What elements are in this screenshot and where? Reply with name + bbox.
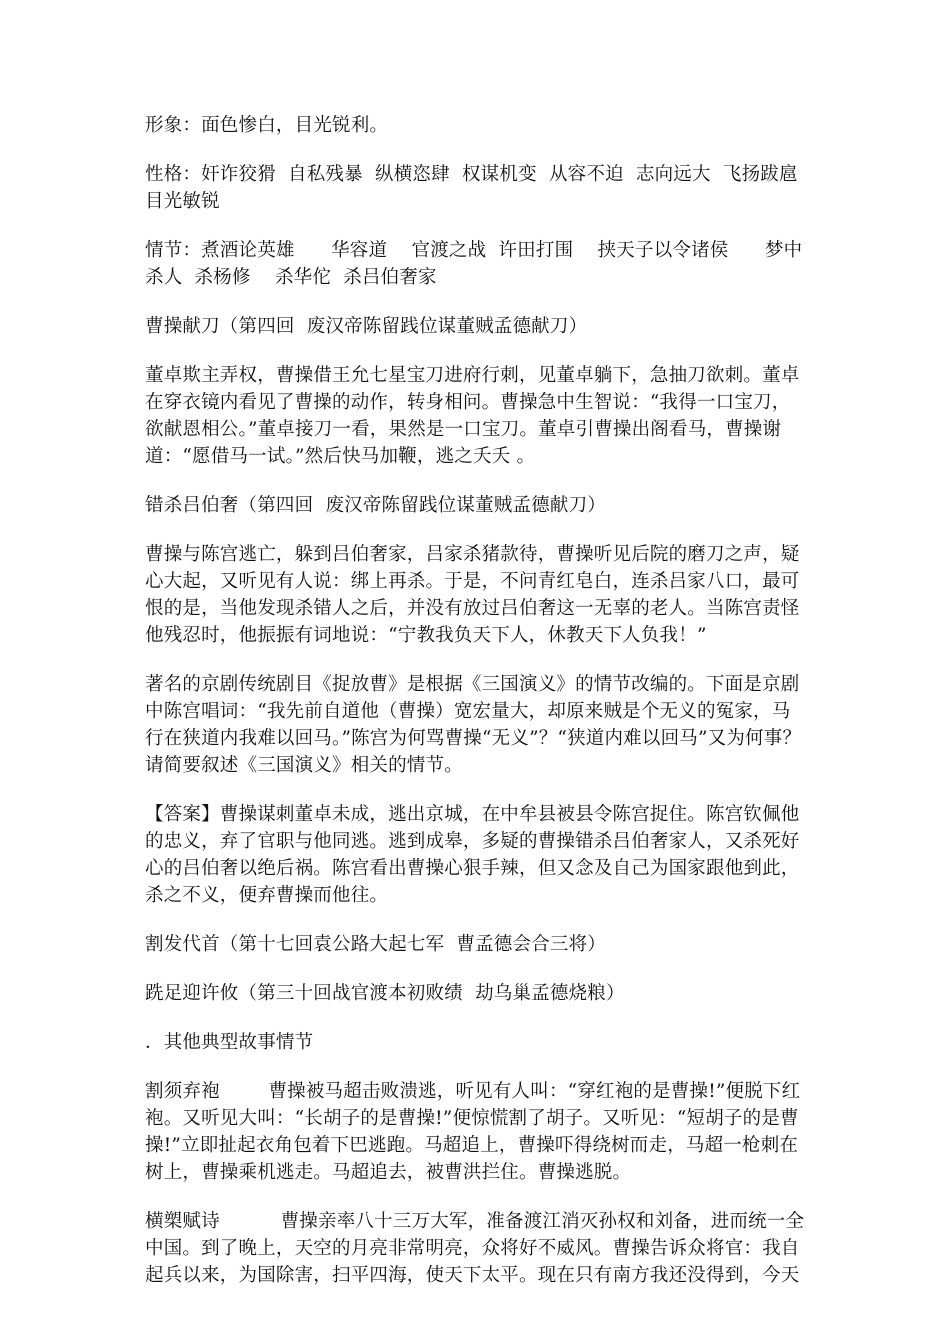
document-page [145, 112, 810, 1311]
xiandao-paragraph: 董卓欺主弄权，曹操借王允七星宝刀进府行刺，见董卓躺下，急抽刀欲刺。董卓在穿衣镜内看见了曹操的动作，转身相问。曹操急中生智说：“我得一口宝刀，欲献恩相公。”董卓接刀一看，果然是一口宝刀。董卓引曹操出阁看马，曹操谢道：“愿借马一试。”然后快马加鞭，逃之夭夭 。 [145, 365, 800, 467]
hengshuo-paragraph: 横槊赋诗 曹操亲率八十三万大军，准备渡江消灭孙权和刘备，进而统一全中国。到了晚上，天空的月亮非常明亮，众将好不威风。曹操告诉众将官：我自起兵以来，为国除害，扫平四海，使天下太平。现在只有南方我还没得到，今天 [145, 1211, 805, 1286]
section-heading-xiandao: 曹操献刀（第四回 废汉帝陈留践位谋董贼孟德献刀） [145, 316, 588, 337]
section-heading-gefa: 割发代首（第十七回袁公路大起七军 曹孟德会合三将） [145, 934, 606, 955]
plot-list-paragraph: 情节：煮酒论英雄 华容道 官渡之战 许田打围 挟天子以令诸侯 梦中杀人 杀杨修 杀华佗 杀吕伯奢家 [145, 240, 803, 288]
section-heading-other-stories: ．其他典型故事情节 [145, 1032, 314, 1053]
personality-paragraph: 性格：奸诈狡猾 自私残暴 纵横恣肆 权谋机变 从容不迫 志向远大 飞扬跋扈 目光敏锐 [145, 164, 810, 212]
lvboshe-paragraph: 曹操与陈宫逃亡，躲到吕伯奢家，吕家杀猪款待，曹操听见后院的磨刀之声，疑心大起，又听见有人说：绑上再杀。于是，不问青红皂白，连杀吕家八口，最可恨的是，当他发现杀错人之后，并没有放过吕伯奢这一无辜的老人。当陈宫责怪他残忍时，他振振有词地说：“宁教我负天下人，休教天下人负我！” [145, 544, 800, 646]
section-heading-xianzu: 跣足迎许攸（第三十回战官渡本初败绩 劫乌巢孟德烧粮） [145, 983, 625, 1004]
image-paragraph: 形象：面色惨白，目光锐利。 [145, 115, 389, 136]
gexu-paragraph: 割须弃袍 曹操被马超击败溃逃，听见有人叫：“穿红袍的是曹操!”便脱下红袍。又听见大叫：“长胡子的是曹操!”便惊慌割了胡子。又听见：“短胡子的是曹操!”立即扯起衣角包着下巴逃跑。马超追上，曹操吓得绕树而走，马超一枪刺在树上，曹操乘机逃走。马超追去，被曹洪拦住。曹操逃脱。 [145, 1081, 801, 1183]
question-paragraph: 著名的京剧传统剧目《捉放曹》是根据《三国演义》的情节改编的。下面是京剧中陈宫唱词：“我先前自道他（曹操）宽宏量大，却原来贼是个无义的冤家，马行在狭道内我难以回马。”陈宫为何骂曹操“无义”？“狭道内难以回马”又为何事？请简要叙述《三国演义》相关的情节。 [145, 674, 802, 776]
answer-paragraph: 【答案】曹操谋刺董卓未成，逃出京城，在中牟县被县令陈宫捉住。陈宫钦佩他的忠义，弃了官职与他同逃。逃到成皋，多疑的曹操错杀吕伯奢家人，又杀死好心的吕伯奢以绝后祸。陈宫看出曹操心狠手辣，但又念及自己为国家跟他到此，杀之不义，便弃曹操而他往。 [145, 804, 800, 906]
section-heading-lvboshe: 错杀吕伯奢（第四回 废汉帝陈留践位谋董贼孟德献刀） [145, 495, 606, 516]
